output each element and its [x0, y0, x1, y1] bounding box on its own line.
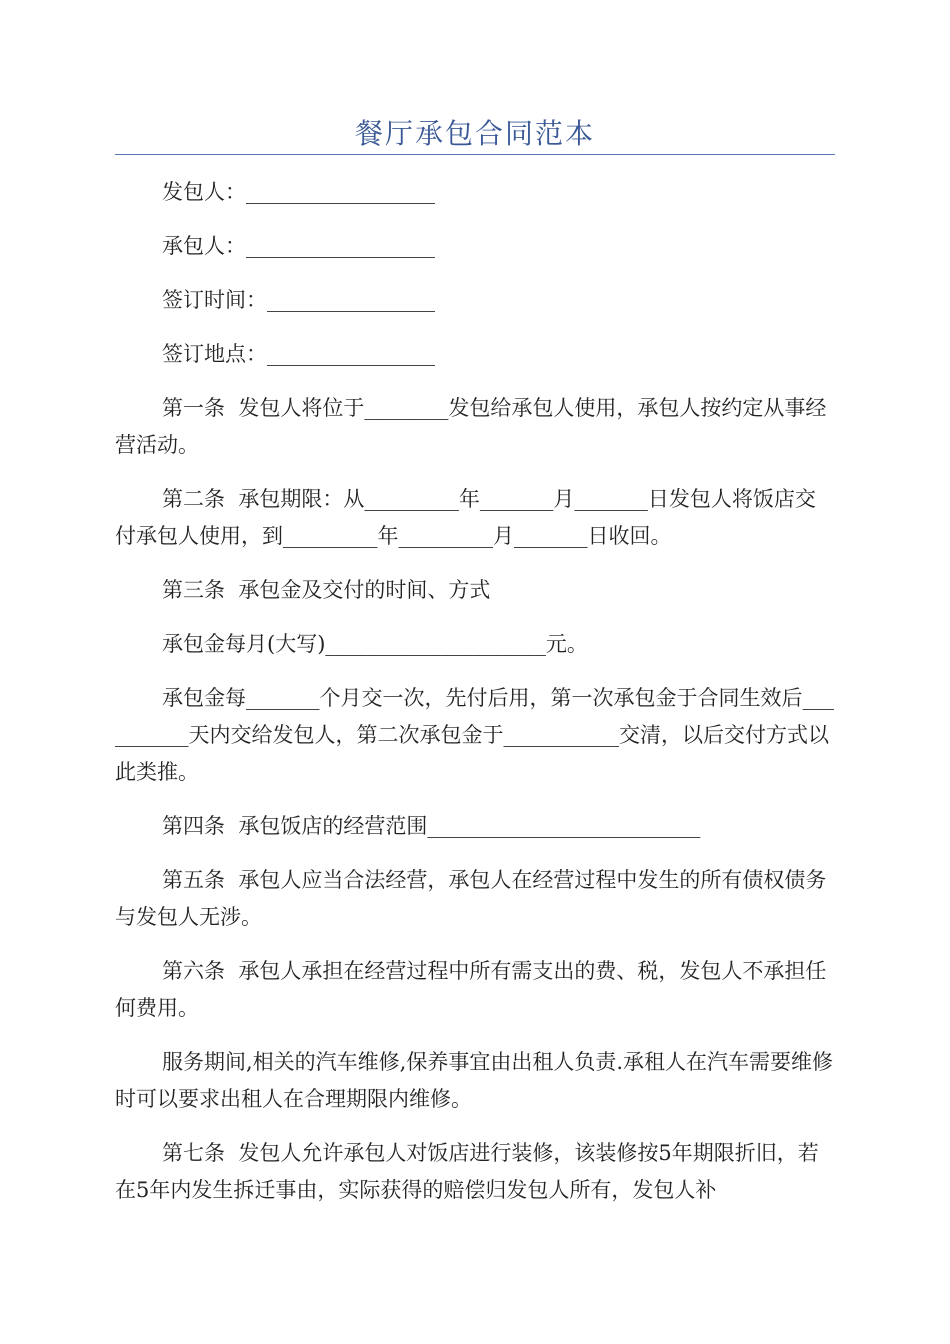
article-4: 第四条 承包饭店的经营范围__________________________ [162, 814, 701, 838]
field-contractor-issuer: 发包人：__________________ [162, 180, 435, 204]
article-7: 第七条 发包人允许承包人对饭店进行装修，该装修按5年期限折旧，若在5年内发生拆迁事由，实际获得的赔偿归发包人所有，发包人补 [115, 1141, 819, 1202]
article-1: 第一条 发包人将位于________发包给承包人使用，承包人按约定从事经营活动。 [115, 396, 827, 457]
document-title: 餐厅承包合同范本 [354, 117, 595, 150]
document-body [115, 174, 835, 1226]
title-underline [115, 154, 835, 155]
article-6: 第六条 承包人承担在经营过程中所有需支出的费、税，发包人不承担任何费用。 [115, 959, 827, 1020]
field-sign-date: 签订时间：________________ [162, 288, 435, 312]
article-5: 第五条 承包人应当合法经营，承包人在经营过程中发生的所有债权债务与发包人无涉。 [115, 868, 827, 929]
service-paragraph: 服务期间,相关的汽车维修,保养事宜由出租人负责.承租人在汽车需要维修时可以要求出租人在合理期限内维修。 [115, 1050, 834, 1111]
article-2: 第二条 承包期限：从_________年_______月_______日发包人将饭店交付承包人使用，到_________年_________月_______日收回。 [115, 487, 816, 548]
field-contractor: 承包人：__________________ [162, 234, 435, 258]
field-sign-place: 签订地点：________________ [162, 342, 435, 366]
article-3-amount: 承包金每月(大写)_____________________元。 [162, 632, 588, 656]
article-3-payment: 承包金每_______个月交一次，先付后用，第一次承包金于合同生效后__________天内交给发包人，第二次承包金于___________交清，以后交付方式以此类推。 [115, 686, 834, 784]
article-3-heading: 第三条 承包金及交付的时间、方式 [162, 578, 491, 602]
